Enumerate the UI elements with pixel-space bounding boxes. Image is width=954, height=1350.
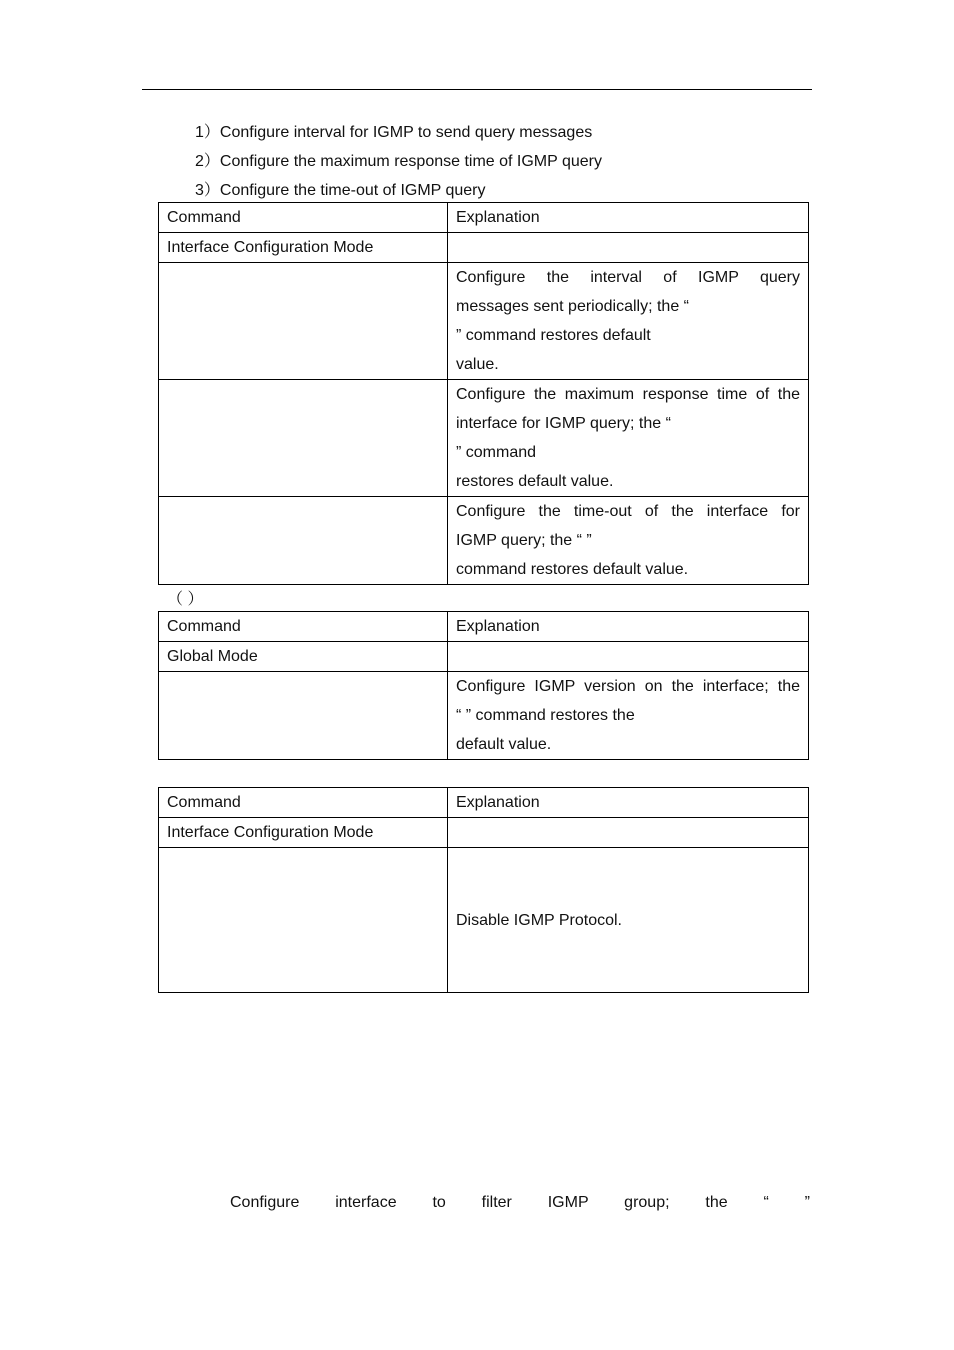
command-cell (159, 848, 448, 993)
table-header-explanation: Explanation (448, 788, 809, 818)
mode-empty-cell (448, 642, 809, 672)
mode-empty-cell (448, 233, 809, 263)
command-cell (159, 380, 448, 497)
command-cell (159, 497, 448, 585)
command-table-query (158, 202, 809, 585)
table-header-command: Command (159, 612, 448, 642)
mode-label: Interface Configuration Mode (159, 818, 448, 848)
explanation-cell: Disable IGMP Protocol. (448, 848, 809, 993)
mode-label: Interface Configuration Mode (159, 233, 448, 263)
command-table-version (158, 611, 809, 760)
command-table-disable (158, 787, 809, 993)
table-header-command: Command (159, 788, 448, 818)
command-cell (159, 672, 448, 760)
explanation-cell: Configure the interval of IGMP query messages sent periodically; the “ ” command restores default value. (448, 263, 809, 380)
explanation-cell: Configure the time-out of the interface for IGMP query; the “ ” command restores default value. (448, 497, 809, 585)
explanation-cell: Configure the maximum response time of the interface for IGMP query; the “ ” command restores default value. (448, 380, 809, 497)
table-header-explanation: Explanation (448, 612, 809, 642)
mode-empty-cell (448, 818, 809, 848)
mode-label: Global Mode (159, 642, 448, 672)
command-cell (159, 263, 448, 380)
step-1: 1）Configure interval for IGMP to send query messages (195, 124, 593, 141)
section-marker: （ ） (167, 591, 204, 608)
step-3: 3）Configure the time-out of IGMP query (195, 182, 486, 199)
table-header-explanation: Explanation (448, 203, 809, 233)
header-rule (142, 89, 812, 90)
filter-group-text: Configure interface to filter IGMP group; the “ ” (230, 1194, 810, 1211)
explanation-cell: Configure IGMP version on the interface; the “ ” command restores the default value. (448, 672, 809, 760)
table-header-command: Command (159, 203, 448, 233)
step-2: 2）Configure the maximum response time of IGMP query (195, 153, 602, 170)
